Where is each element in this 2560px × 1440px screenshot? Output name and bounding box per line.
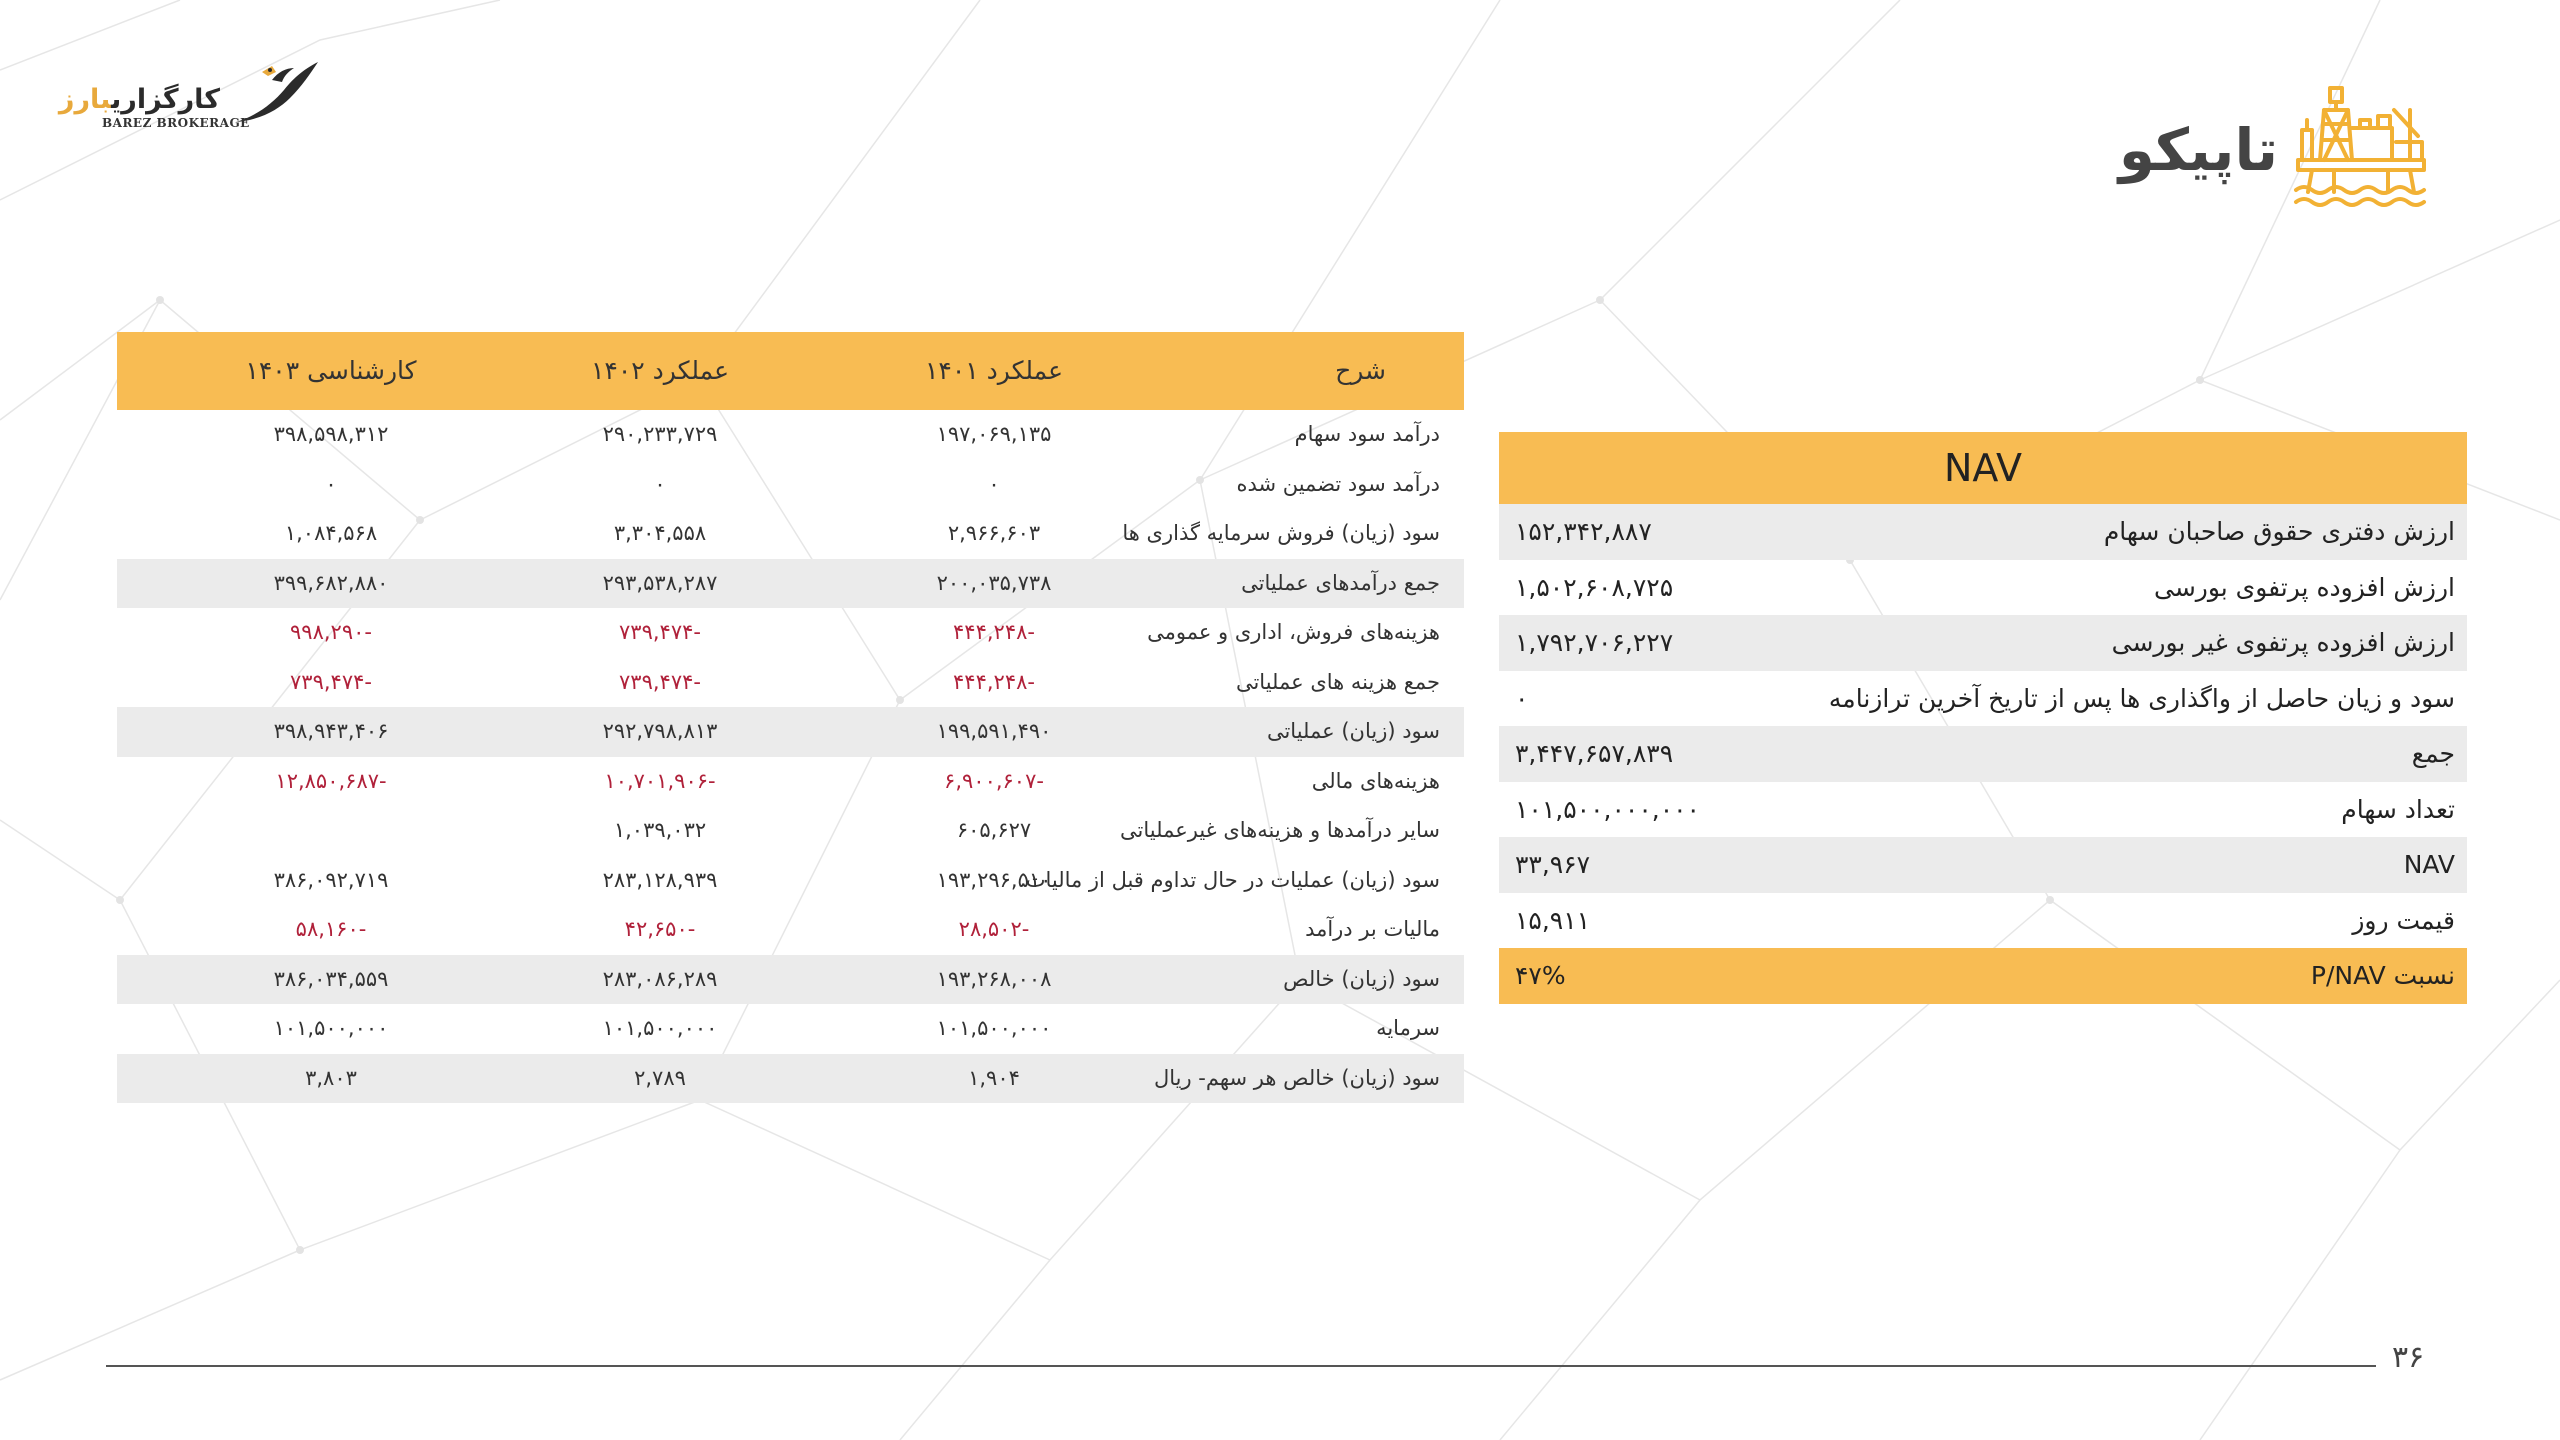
row-label: سود (زیان) خالص هر سهم- ریال — [1153, 1065, 1440, 1090]
header-1401: عملکرد ۱۴۰۱ — [924, 356, 1064, 385]
row-value-3: ۰ — [325, 471, 337, 496]
row-value-2: ۲,۷۸۹ — [634, 1065, 686, 1090]
row-value-2: ۲۹۳,۵۳۸,۲۸۷ — [602, 570, 718, 595]
oil-platform-icon — [2290, 80, 2430, 220]
row-value-1: ۱۰۱,۵۰۰,۰۰۰ — [936, 1016, 1052, 1040]
row-value-1: ۱۹۷,۰۶۹,۱۳۵ — [936, 422, 1052, 446]
nav-row — [1499, 560, 2467, 616]
nav-row — [1499, 948, 2467, 1004]
table-row — [117, 658, 1464, 708]
nav-row-label: ارزش افزوده پرتفوی غیر بورسی — [2111, 628, 2455, 657]
table-row — [117, 1054, 1464, 1104]
logo-name-accent: بارز — [58, 84, 112, 115]
row-label: درآمد سود سهام — [1294, 422, 1440, 446]
header-description: شرح — [1335, 356, 1386, 385]
nav-row — [1499, 504, 2467, 560]
row-value-1: ۶۰۵,۶۲۷ — [956, 818, 1032, 842]
nav-row-label: تعداد سهام — [2341, 794, 2455, 824]
row-value-1: ۲۰۰,۰۳۵,۷۳۸ — [936, 570, 1052, 595]
nav-row-value: ۱,۵۰۲,۶۰۸,۷۲۵ — [1515, 572, 1674, 602]
nav-row — [1499, 893, 2467, 949]
row-label: سود (زیان) فروش سرمایه گذاری ها — [1122, 521, 1440, 545]
nav-row-value: ۳,۴۴۷,۶۵۷,۸۳۹ — [1515, 739, 1674, 768]
nav-row — [1499, 782, 2467, 838]
income-statement-table — [117, 332, 1464, 1103]
nav-row-value: ۱۰۱,۵۰۰,۰۰۰,۰۰۰ — [1515, 794, 1700, 824]
row-value-2: -۱۰,۷۰۱,۹۰۶ — [604, 768, 716, 793]
brokerage-logo — [58, 60, 320, 140]
row-value-2: -۷۳۹,۴۷۴ — [619, 620, 701, 644]
row-value-1: ۱۹۹,۵۹۱,۴۹۰ — [936, 719, 1052, 743]
nav-row-value: ۱,۷۹۲,۷۰۶,۲۲۷ — [1515, 628, 1674, 657]
row-value-3: -۱۲,۸۵۰,۶۸۷ — [275, 768, 387, 793]
row-value-3: ۱,۰۸۴,۵۶۸ — [284, 521, 378, 545]
row-label: مالیات بر درآمد — [1305, 917, 1440, 941]
row-value-1: -۶,۹۰۰,۶۰۷ — [944, 768, 1044, 793]
table-row — [117, 559, 1464, 609]
nav-table — [1499, 432, 2467, 1004]
table-row — [117, 1004, 1464, 1054]
logo-name-main: کارگزاری — [111, 84, 220, 115]
row-label: جمع هزینه های عملیاتی — [1235, 669, 1440, 694]
table-row — [117, 460, 1464, 510]
row-value-3: -۵۸,۱۶۰ — [295, 917, 367, 941]
row-value-2: ۲۹۲,۷۹۸,۸۱۳ — [602, 719, 718, 743]
nav-row — [1499, 615, 2467, 671]
row-value-1: -۲۸,۵۰۲ — [958, 917, 1030, 941]
table-row — [117, 905, 1464, 955]
nav-table-title: NAV — [1499, 432, 2467, 504]
row-value-2: ۱,۰۳۹,۰۳۲ — [613, 818, 707, 842]
row-value-2: -۴۲,۶۵۰ — [624, 917, 696, 941]
nav-row-value: ۱۵,۹۱۱ — [1515, 905, 1591, 935]
row-value-2: ۲۸۳,۱۲۸,۹۳۹ — [602, 867, 718, 892]
row-value-3: ۳۹۹,۶۸۲,۸۸۰ — [273, 570, 389, 595]
table-row — [117, 608, 1464, 658]
income-table-body — [117, 410, 1464, 1103]
row-value-3: ۱۰۱,۵۰۰,۰۰۰ — [273, 1016, 389, 1040]
row-value-1: -۴۴۴,۲۴۸ — [953, 669, 1035, 694]
row-value-2: ۰ — [654, 471, 666, 496]
row-value-3: ۳,۸۰۳ — [305, 1065, 357, 1090]
row-value-3: -۹۹۸,۲۹۰ — [290, 620, 372, 644]
row-value-3: -۷۳۹,۴۷۴ — [290, 669, 372, 694]
row-label: سایر درآمدها و هزینه‌های غیرعملیاتی — [1120, 818, 1440, 842]
nav-row-label: قیمت روز — [2352, 905, 2455, 935]
row-value-1: ۱,۹۰۴ — [968, 1065, 1020, 1090]
income-table-header — [117, 332, 1464, 410]
table-row — [117, 856, 1464, 906]
row-value-3: ۳۸۶,۰۳۴,۵۵۹ — [273, 966, 389, 991]
nav-row-label: ارزش دفتری حقوق صاحبان سهام — [2103, 517, 2455, 546]
row-value-1: ۱۹۳,۲۹۶,۵۱۰ — [936, 867, 1052, 892]
row-value-3: ۳۹۸,۹۴۳,۴۰۶ — [273, 719, 389, 743]
nav-row-value: ۴۷% — [1515, 961, 1566, 990]
nav-row-label: سود و زیان حاصل از واگذاری ها پس از تاریخ آخرین ترازنامه — [1828, 683, 2455, 713]
nav-row — [1499, 671, 2467, 727]
table-row — [117, 509, 1464, 559]
row-value-1: ۰ — [988, 471, 1000, 496]
row-label: سود (زیان) خالص — [1283, 966, 1440, 991]
nav-table-body — [1499, 504, 2467, 1004]
row-value-1: ۱۹۳,۲۶۸,۰۰۸ — [936, 966, 1052, 991]
row-label: جمع درآمدهای عملیاتی — [1241, 570, 1440, 595]
row-label: سود (زیان) عملیات در حال تداوم قبل از مالیات — [1025, 867, 1440, 892]
table-row — [117, 757, 1464, 807]
row-value-1: -۴۴۴,۲۴۸ — [953, 620, 1035, 644]
row-value-3: ۳۹۸,۵۹۸,۳۱۲ — [273, 422, 389, 446]
logo-subtitle: BAREZ BROKERAGE — [102, 116, 250, 130]
page-number: ۳۶ — [2392, 1340, 2425, 1375]
row-value-1: ۲,۹۶۶,۶۰۳ — [947, 521, 1041, 545]
row-label: درآمد سود تضمین شده — [1236, 471, 1440, 496]
nav-row-value: ۳۳,۹۶۷ — [1515, 850, 1591, 879]
row-label: هزینه‌های مالی — [1311, 768, 1440, 793]
nav-row — [1499, 837, 2467, 893]
row-value-2: ۲۹۰,۲۳۳,۷۲۹ — [602, 422, 718, 446]
row-value-2: -۷۳۹,۴۷۴ — [619, 669, 701, 694]
nav-row-label: NAV — [2403, 850, 2455, 879]
row-value-2: ۳,۳۰۴,۵۵۸ — [613, 521, 707, 545]
footer-divider — [106, 1365, 2376, 1367]
company-header — [2119, 80, 2430, 220]
table-row — [117, 707, 1464, 757]
row-label: سرمایه — [1376, 1016, 1440, 1040]
nav-row-value: ۰ — [1515, 683, 1529, 713]
row-value-2: ۲۸۳,۰۸۶,۲۸۹ — [602, 966, 718, 991]
nav-row-label: جمع — [2411, 739, 2455, 768]
header-1402: عملکرد ۱۴۰۲ — [590, 356, 730, 385]
nav-row-label: ارزش افزوده پرتفوی بورسی — [2153, 572, 2455, 602]
row-label: هزینه‌های فروش، اداری و عمومی — [1147, 620, 1440, 644]
nav-row-label: نسبت P/NAV — [2310, 961, 2455, 990]
row-value-2: ۱۰۱,۵۰۰,۰۰۰ — [602, 1016, 718, 1040]
table-row — [117, 806, 1464, 856]
table-row — [117, 410, 1464, 460]
table-row — [117, 955, 1464, 1005]
company-title: تاپیکو — [2118, 116, 2278, 184]
nav-row — [1499, 726, 2467, 782]
logo-name — [59, 84, 220, 115]
nav-row-value: ۱۵۲,۳۴۲,۸۸۷ — [1515, 517, 1652, 546]
row-label: سود (زیان) عملیاتی — [1266, 719, 1440, 743]
row-value-3: ۳۸۶,۰۹۲,۷۱۹ — [273, 867, 389, 892]
header-1403: کارشناسی ۱۴۰۳ — [245, 356, 417, 385]
